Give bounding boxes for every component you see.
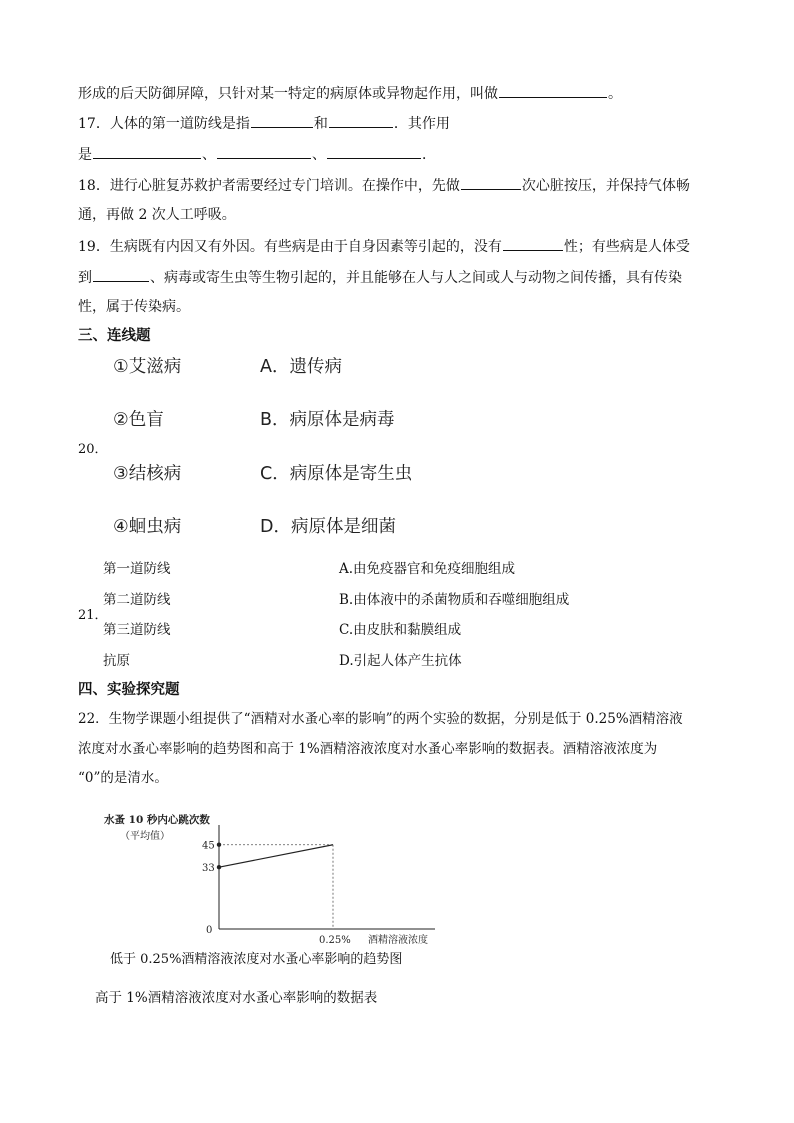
- series-line: [219, 845, 333, 867]
- q20-right-item-c[interactable]: C．病原体是寄生虫: [260, 464, 413, 484]
- q19-line2: [78, 267, 682, 288]
- q22-line3: “0”的是清水。: [78, 770, 168, 786]
- q19-text-c: 到: [78, 270, 92, 286]
- q20-left-item-2[interactable]: ②色盲: [113, 410, 164, 430]
- q18-text-b: 次心脏按压，并保持气体畅: [521, 178, 690, 194]
- q16-text: 形成的后天防御屏障，只针对某一特定的病原体或异物起作用，叫做: [78, 86, 498, 102]
- q17-text-d: 是: [78, 147, 92, 163]
- chart-ylabel: 水蚤 10 秒内心跳次数: [104, 814, 210, 826]
- q17-line2: [78, 144, 436, 165]
- y-tick-label-33: 33: [202, 863, 215, 875]
- x-tick-label-0: 0.25%: [319, 935, 351, 946]
- q20-right-item-a[interactable]: A．遗传病: [260, 357, 342, 377]
- chart-marks: [202, 841, 351, 946]
- q17-sep-2: 、: [312, 147, 326, 163]
- q21-right-item-d[interactable]: D.引起人体产生抗体: [339, 653, 462, 669]
- q20-left-item-3[interactable]: ③结核病: [113, 464, 182, 484]
- q19-text-d: 、病毒或寄生虫等生物引起的，并且能够在人与人之间或人与动物之间传播，具有传染: [150, 270, 682, 286]
- q17-blank-1[interactable]: [251, 113, 313, 128]
- q20-right-item-d[interactable]: D．病原体是细菌: [260, 517, 396, 537]
- y-tick-dot-33: [217, 865, 221, 869]
- q18-blank[interactable]: [461, 175, 521, 190]
- section-3-title: 三、连线题: [78, 328, 151, 344]
- q21-number: 21．: [78, 608, 108, 623]
- q21-left-item-3[interactable]: 第三道防线: [103, 622, 171, 638]
- chart-ylabel-sub: （平均值）: [120, 831, 170, 842]
- y-tick-dot-45: [217, 843, 221, 847]
- q17-text-a: 17．人体的第一道防线是指: [78, 116, 250, 132]
- q16-blank[interactable]: [499, 83, 607, 98]
- q22-table-caption: 高于 1%酒精溶液浓度对水蚤心率影响的数据表: [95, 990, 378, 1006]
- q17-line1: [78, 113, 450, 134]
- q19-blank-1[interactable]: [503, 236, 563, 251]
- q20-right-item-b[interactable]: B．病原体是病毒: [260, 410, 395, 430]
- section-4-title: 四、实验探究题: [78, 682, 180, 698]
- q21-left-item-2[interactable]: 第二道防线: [103, 592, 171, 608]
- q21-right-item-c[interactable]: C.由皮肤和黏膜组成: [339, 622, 462, 638]
- q17-text-b: 和: [313, 116, 328, 132]
- y-tick-label-45: 45: [202, 840, 215, 852]
- q17-blank-4[interactable]: [217, 144, 311, 159]
- q19-text-a: 19．生病既有内因又有外因。有些病是由于自身因素等引起的，没有: [78, 239, 502, 255]
- q18-text-a: 18．进行心脏复苏救护者需要经过专门培训。在操作中，先做: [78, 178, 460, 194]
- q17-end: ．: [422, 147, 436, 163]
- q19-text-b: 性；有些病是人体受: [563, 239, 690, 255]
- q17-text-c: ．其作用: [393, 116, 450, 132]
- q18-text-c: 通，再做 2 次人工呼吸。: [78, 207, 236, 223]
- q20-number: 20．: [78, 442, 108, 457]
- x-axis-label: 酒精溶液浓度: [368, 935, 428, 946]
- q21-left-item-1[interactable]: 第一道防线: [103, 561, 171, 577]
- q17-blank-2[interactable]: [329, 113, 393, 128]
- q18-line2: [78, 205, 236, 225]
- q17-blank-3[interactable]: [93, 144, 201, 159]
- q19-text-e: 性，属于传染病。: [78, 299, 190, 315]
- q20-left-item-4[interactable]: ④蛔虫病: [113, 517, 182, 537]
- origin-label: 0: [206, 925, 213, 936]
- q20-left-item-1[interactable]: ①艾滋病: [113, 357, 182, 377]
- q21-right-item-a[interactable]: A.由免疫器官和免疫细胞组成: [339, 561, 516, 577]
- q21-left-item-4[interactable]: 抗原: [103, 653, 130, 669]
- q19-line3: [78, 297, 190, 317]
- trend-chart: [100, 805, 460, 970]
- chart-caption: 低于 0.25%酒精溶液浓度对水蚤心率影响的趋势图: [110, 952, 403, 967]
- q19-blank-2[interactable]: [93, 267, 149, 282]
- q17-sep-1: 、: [202, 147, 216, 163]
- q22-line1: 22．生物学课题小组提供了“酒精对水蚤心率的影响”的两个实验的数据，分别是低于 0.25%酒精溶液: [78, 711, 683, 727]
- q19-line1: [78, 236, 690, 257]
- q21-right-item-b[interactable]: B.由体液中的杀菌物质和吞噬细胞组成: [339, 592, 570, 608]
- q18-line1: [78, 175, 690, 196]
- q16-continuation: [78, 83, 622, 104]
- q17-blank-5[interactable]: [327, 144, 421, 159]
- q22-line2: 浓度对水蚤心率影响的趋势图和高于 1%酒精溶液浓度对水蚤心率影响的数据表。酒精溶液浓度为: [78, 741, 658, 757]
- q16-end: 。: [608, 86, 622, 102]
